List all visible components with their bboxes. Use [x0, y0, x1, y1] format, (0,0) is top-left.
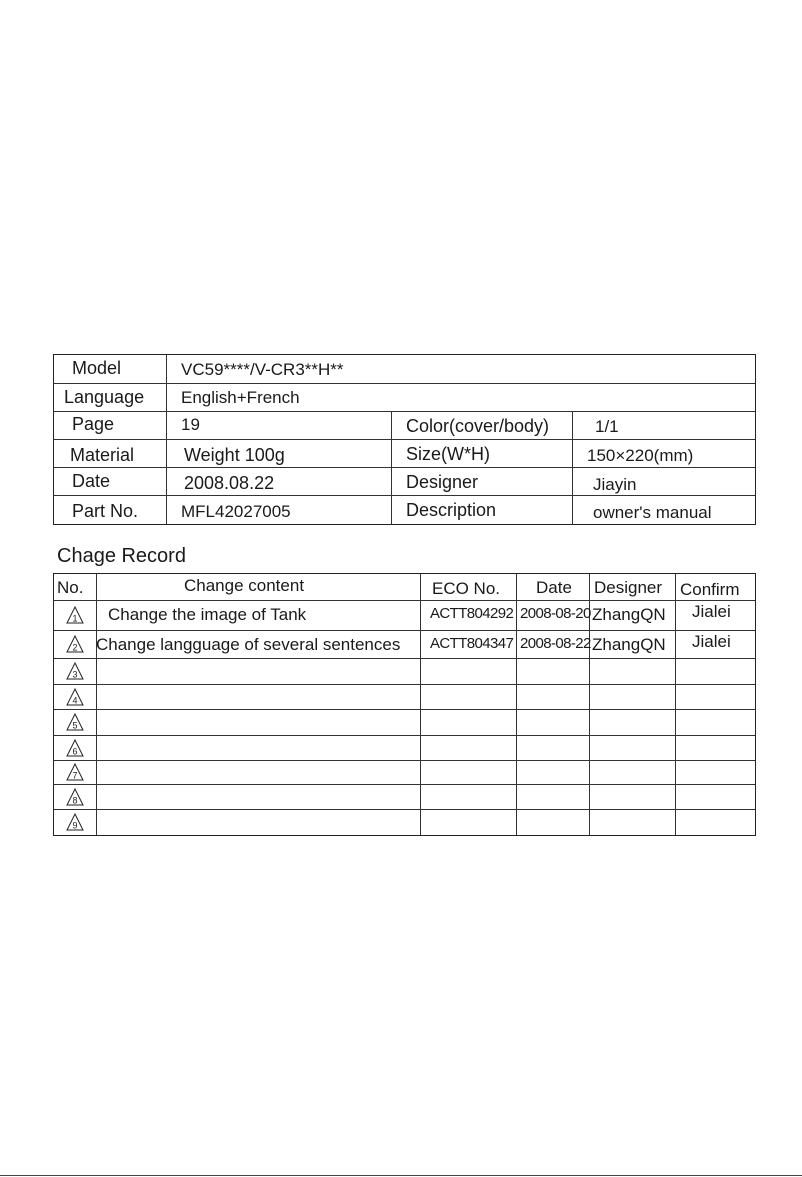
revision-triangle-icon [66, 606, 84, 624]
row-designer: ZhangQN [592, 635, 666, 654]
table-row [54, 809, 755, 835]
header-eco: ECO No. [432, 579, 501, 598]
color-label: Color(cover/body) [406, 416, 550, 436]
language-label: Language [64, 387, 145, 407]
header-content: Change content [184, 576, 305, 595]
partno-value: MFL42027005 [181, 502, 291, 521]
table-row [54, 784, 755, 810]
revision-number: 7 [72, 770, 78, 781]
revision-triangle-icon [66, 635, 84, 653]
revision-triangle-icon [66, 713, 84, 731]
revision-triangle-icon [66, 662, 84, 680]
description-label: Description [406, 500, 497, 520]
change-record-title: Chage Record [57, 545, 186, 567]
revision-number: 6 [72, 746, 78, 757]
table-header-row [54, 574, 755, 601]
spec-row-model [54, 355, 755, 384]
row-date: 2008-08-22 [520, 635, 591, 652]
description-value: owner's manual [593, 503, 712, 522]
revision-number: 5 [72, 720, 78, 731]
size-value: 150×220(mm) [587, 446, 694, 465]
header-confirm: Confirm [680, 580, 740, 599]
header-designer: Designer [594, 578, 663, 597]
header-date: Date [536, 578, 572, 597]
designer-label: Designer [406, 472, 479, 492]
revision-number: 8 [72, 795, 78, 806]
designer-value: Jiayin [593, 475, 637, 494]
table-row [54, 735, 755, 761]
row-date: 2008-08-20 [520, 605, 591, 622]
table-row [54, 684, 755, 710]
material-value: Weight 100g [184, 445, 285, 465]
row-eco-no: ACTT804347 [430, 635, 514, 652]
revision-triangle-icon [66, 763, 84, 781]
table-row [54, 658, 755, 685]
change-record-table [53, 573, 756, 836]
language-value: English+French [181, 388, 300, 407]
revision-triangle-icon [66, 739, 84, 757]
date-label: Date [72, 471, 111, 491]
revision-triangle-icon [66, 688, 84, 706]
revision-number: 2 [72, 642, 78, 653]
spec-row-material [54, 439, 755, 468]
table-row [54, 630, 755, 659]
revision-triangle-icon [66, 788, 84, 806]
table-row [54, 760, 755, 785]
spec-table [53, 354, 756, 525]
date-value: 2008.08.22 [184, 473, 275, 493]
table-row [54, 709, 755, 736]
spec-row-page [54, 411, 755, 440]
row-change-content: Change langguage of several sentences [96, 635, 401, 654]
row-eco-no: ACTT804292 [430, 605, 514, 622]
page-label: Page [72, 414, 115, 434]
partno-label: Part No. [72, 501, 139, 521]
color-value: 1/1 [595, 417, 619, 436]
model-value: VC59****/V-CR3**H** [181, 360, 344, 379]
model-label: Model [72, 358, 122, 378]
table-row [54, 600, 755, 631]
row-designer: ZhangQN [592, 605, 666, 624]
row-confirm: Jialei [692, 602, 731, 621]
spec-row-date [54, 467, 755, 496]
material-label: Material [70, 445, 135, 465]
spec-row-partno [54, 495, 755, 524]
revision-number: 1 [72, 613, 78, 624]
size-label: Size(W*H) [406, 444, 490, 464]
page-bottom-rule [0, 1175, 802, 1176]
row-confirm: Jialei [692, 632, 731, 651]
spec-row-language [54, 383, 755, 412]
header-no: No. [57, 578, 84, 597]
revision-number: 3 [72, 669, 78, 680]
revision-number: 4 [72, 695, 78, 706]
revision-triangle-icon [66, 813, 84, 831]
row-change-content: Change the image of Tank [108, 605, 307, 624]
revision-number: 9 [72, 820, 78, 831]
page-value: 19 [181, 415, 200, 434]
